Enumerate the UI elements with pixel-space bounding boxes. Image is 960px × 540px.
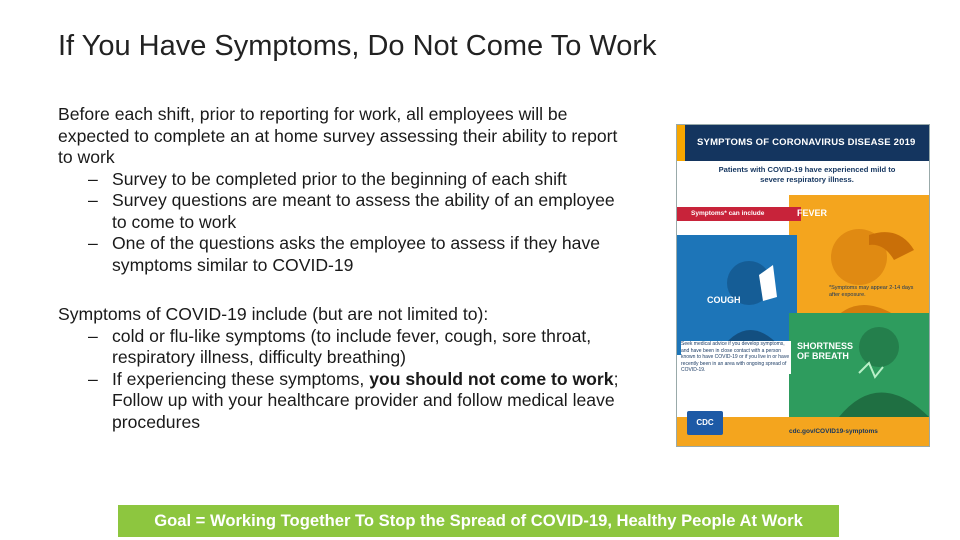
- symptoms-include-tag: Symptoms* can include: [677, 207, 801, 221]
- section1-bullet: [58, 169, 628, 191]
- poster-header-accent: [677, 125, 685, 161]
- shortness-of-breath-panel: [789, 313, 930, 417]
- poster-header-text: SYMPTOMS OF CORONAVIRUS DISEASE 2019: [697, 137, 916, 148]
- slide-body: [58, 104, 628, 433]
- dash-marker: –: [88, 190, 98, 210]
- spacer: [58, 276, 628, 304]
- section2-intro: Symptoms of COVID-19 include (but are not limited to):: [58, 304, 489, 324]
- slide-title: If You Have Symptoms, Do Not Come To Work: [58, 30, 657, 62]
- dash-marker: –: [88, 233, 98, 253]
- section2-bullet: [58, 326, 628, 369]
- section2-bullet: [58, 369, 628, 434]
- poster-header: [677, 125, 930, 161]
- poster-url: cdc.gov/COVID19-symptoms: [789, 428, 878, 435]
- dash-marker: –: [88, 368, 98, 389]
- bullet-text: Survey to be completed prior to the beginning of each shift: [112, 168, 567, 189]
- bullet-text-post: ; Follow up with your healthcare provider and follow medical leave procedures: [112, 368, 619, 432]
- cough-label: COUGH: [707, 295, 741, 305]
- breath-illustration-icon: [789, 313, 930, 417]
- bullet-text: Survey questions are meant to assess the ability of an employee to come to work: [112, 190, 615, 232]
- cdc-logo: CDC: [687, 411, 723, 435]
- section1-bullet: [58, 190, 628, 233]
- bullet-text: One of the questions asks the employee to assess if they have symptoms similar to COVID-19: [112, 233, 601, 275]
- section1-intro: Before each shift, prior to reporting for work, all employees will be expected to complete an at home survey assessing their ability to report to work: [58, 104, 618, 167]
- bullet-text: cold or flu-like symptoms (to include fever, cough, sore throat, respiratory illness, difficulty breathing): [112, 325, 592, 367]
- poster-intro: Patients with COVID-19 have experienced mild to severe respiratory illness.: [718, 165, 896, 184]
- fever-label: FEVER: [797, 208, 828, 218]
- section1-bullet: [58, 233, 628, 276]
- shortness-of-breath-label: SHORTNESS OF BREATH: [797, 341, 854, 361]
- cdc-symptoms-poster: [676, 124, 930, 447]
- medical-advice-text: Seek medical advice if you develop symptoms, and have been in close contact with a person known to have COVID-19 or if you live in or have recently been in an area with ongoing spread of COVID-19.: [681, 341, 790, 373]
- dash-marker: –: [88, 325, 98, 346]
- bullet-text-pre: If experiencing these symptoms,: [112, 368, 370, 389]
- exposure-note: *Symptoms may appear 2-14 days after exposure.: [829, 285, 914, 298]
- goal-banner: Goal = Working Together To Stop the Spread of COVID-19, Healthy People At Work: [118, 505, 839, 537]
- dash-marker: –: [88, 168, 98, 189]
- bullet-text-bold: you should not come to work: [369, 368, 614, 389]
